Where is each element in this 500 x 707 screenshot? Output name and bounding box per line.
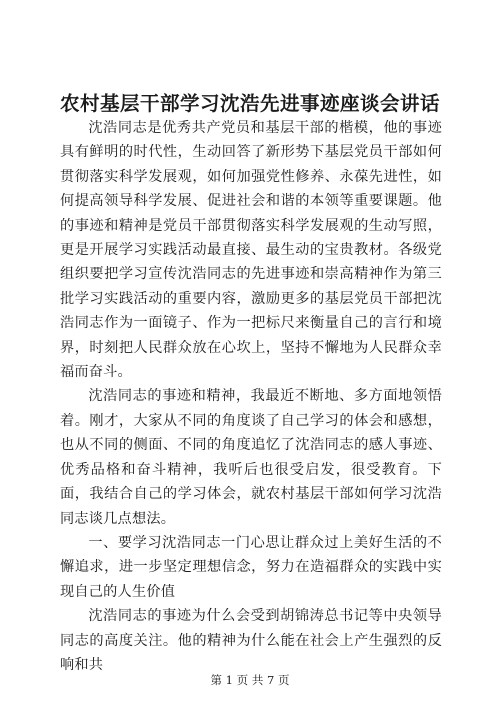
body-paragraph: 沈浩同志的事迹为什么会受到胡锦涛总书记等中央领导同志的高度关注。他的精神为什么能在社会上产生强烈的反响和共 (60, 608, 442, 673)
section-heading: 一、要学习沈浩同志一门心思让群众过上美好生活的不懈追求，进一步坚定理想信念，努力在造福群众的实践中实现自己的人生价值 (60, 534, 442, 600)
document-title: 农村基层干部学习沈浩先进事迹座谈会讲话 (59, 92, 440, 115)
body-paragraph: 沈浩同志的事迹和精神，我最近不断地、多方面地领悟着。刚才，大家从不同的角度谈了自己学习的体会和感想，也从不同的侧面、不同的角度追忆了沈浩同志的感人事迹、优秀品格和奋斗精神，我听后也很受启发，很受教育。下面，我结合自己的学习体会，就农村基层干部如何学习沈浩同志谈几点想法。 (60, 388, 442, 527)
body-paragraph: 沈浩同志是优秀共产党员和基层干部的楷模，他的事迹具有鲜明的时代性，生动回答了新形势下基层党员干部如何贯彻落实科学发展观，如何加强党性修养、永葆先进性，如何提高领导科学发展、促进社会和谐的本领等重要课题。他的事迹和精神是党员干部贯彻落实科学发展观的生动写照，更是开展学习实践活动最直接、最生动的宝贵教材。各级党组织要把学习宣传沈浩同志的先进事迹和崇高精神作为第三批学习实践活动的重要内容，激励更多的基层党员干部把沈浩同志作为一面镜子、作为一把标尺来衡量自己的言行和境界，时刻把人民群众放在心坎上，坚持不懈地为人民群众幸福而奋斗。 (60, 120, 442, 381)
document-body (60, 116, 442, 677)
page-number: 第 1 页 共 7 页 (210, 673, 290, 687)
